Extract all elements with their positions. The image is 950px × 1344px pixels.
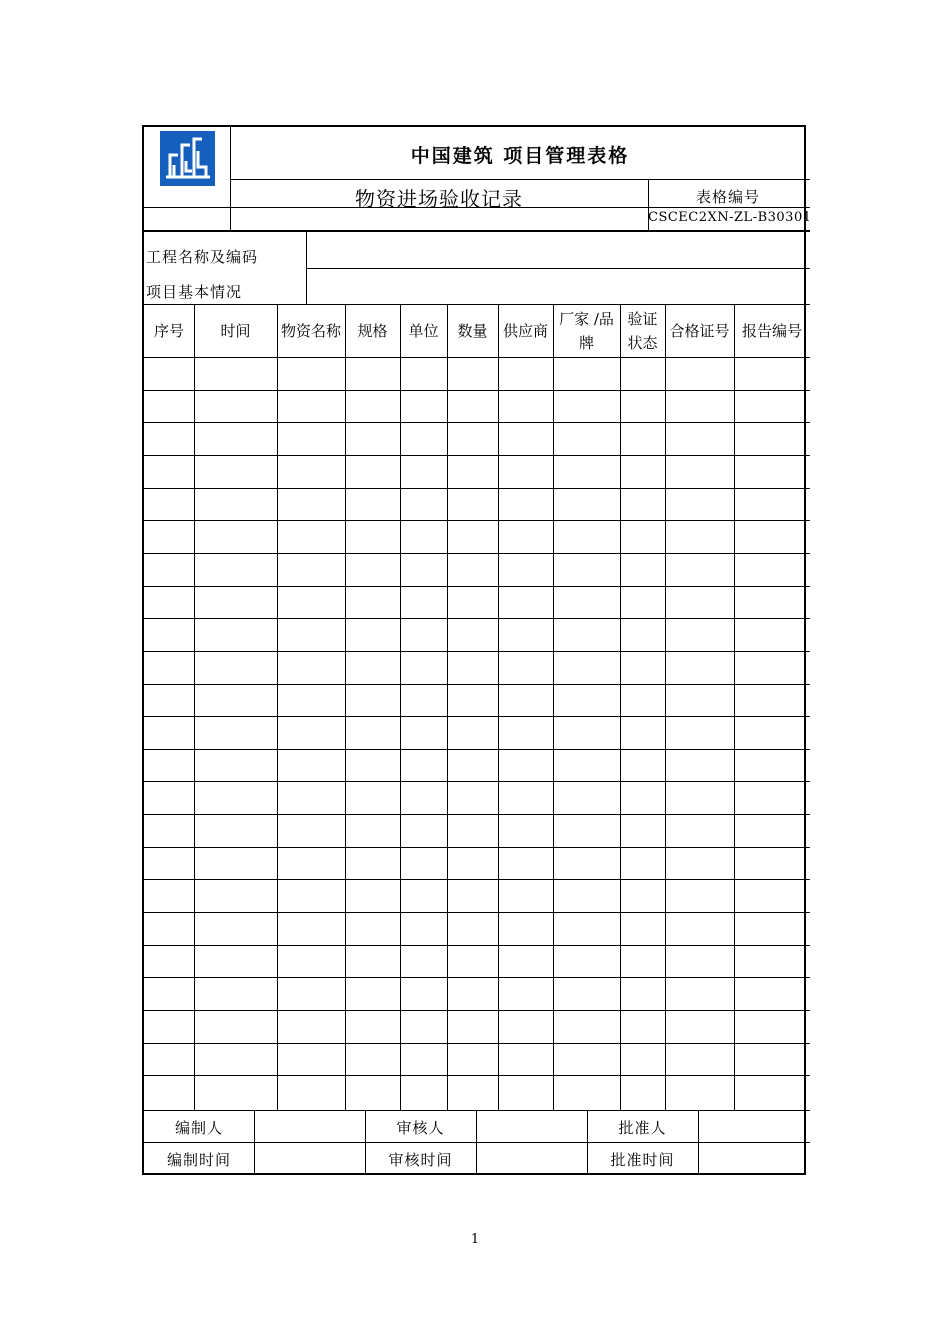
review-time-label: 审核时间 — [388, 1151, 453, 1169]
table-cell[interactable] — [345, 520, 400, 553]
table-cell[interactable] — [553, 651, 620, 684]
table-cell[interactable] — [194, 1043, 277, 1076]
table-cell[interactable] — [665, 390, 734, 423]
table-cell[interactable] — [194, 945, 277, 978]
table-cell[interactable] — [553, 422, 620, 455]
table-cell[interactable] — [400, 847, 447, 880]
table-cell[interactable] — [144, 912, 194, 945]
table-cell[interactable] — [277, 390, 345, 423]
table-cell[interactable] — [734, 488, 810, 521]
table-cell[interactable] — [620, 847, 665, 880]
table-cell[interactable] — [665, 814, 734, 847]
table-cell[interactable] — [734, 716, 810, 749]
table-cell[interactable] — [194, 357, 277, 390]
table-cell[interactable] — [345, 879, 400, 912]
table-cell[interactable] — [144, 390, 194, 423]
page-number: 1 — [470, 1232, 480, 1247]
company-title: 中国建筑 项目管理表格 — [410, 145, 630, 167]
table-cell[interactable] — [447, 879, 498, 912]
table-cell[interactable] — [345, 684, 400, 717]
table-cell[interactable] — [144, 357, 194, 390]
table-cell[interactable] — [665, 553, 734, 586]
table-cell[interactable] — [144, 684, 194, 717]
table-cell[interactable] — [194, 1010, 277, 1043]
table-cell[interactable] — [734, 1075, 810, 1108]
table-cell[interactable] — [498, 945, 553, 978]
table-cell[interactable] — [665, 1010, 734, 1043]
table-cell[interactable] — [345, 1010, 400, 1043]
table-cell[interactable] — [345, 357, 400, 390]
table-cell[interactable] — [734, 390, 810, 423]
table-cell[interactable] — [553, 781, 620, 814]
table-cell[interactable] — [144, 847, 194, 880]
table-cell[interactable] — [620, 1043, 665, 1076]
table-cell[interactable] — [144, 586, 194, 619]
table-cell[interactable] — [194, 553, 277, 586]
column-header-9: 验证状态 — [627, 310, 658, 352]
table-cell[interactable] — [620, 455, 665, 488]
table-cell[interactable] — [194, 455, 277, 488]
table-cell[interactable] — [665, 716, 734, 749]
table-cell[interactable] — [498, 520, 553, 553]
table-cell[interactable] — [553, 684, 620, 717]
table-cell[interactable] — [447, 390, 498, 423]
column-header-2: 时间 — [220, 322, 251, 340]
table-cell[interactable] — [194, 488, 277, 521]
table-cell[interactable] — [400, 879, 447, 912]
table-cell[interactable] — [144, 814, 194, 847]
table-cell[interactable] — [553, 945, 620, 978]
table-cell[interactable] — [447, 618, 498, 651]
table-cell[interactable] — [194, 814, 277, 847]
form-number-label: 表格编号 — [695, 188, 760, 206]
table-cell[interactable] — [144, 618, 194, 651]
table-cell[interactable] — [734, 814, 810, 847]
table-cell[interactable] — [277, 912, 345, 945]
table-cell[interactable] — [734, 1010, 810, 1043]
table-cell[interactable] — [447, 1010, 498, 1043]
table-cell[interactable] — [277, 1043, 345, 1076]
table-cell[interactable] — [620, 912, 665, 945]
table-cell[interactable] — [277, 586, 345, 619]
table-cell[interactable] — [734, 651, 810, 684]
table-cell[interactable] — [620, 586, 665, 619]
table-cell[interactable] — [447, 912, 498, 945]
table-cell[interactable] — [194, 977, 277, 1010]
table-cell[interactable] — [194, 684, 277, 717]
table-cell[interactable] — [498, 1075, 553, 1108]
table-cell[interactable] — [665, 520, 734, 553]
table-cell[interactable] — [734, 520, 810, 553]
table-cell[interactable] — [400, 422, 447, 455]
table-cell[interactable] — [400, 814, 447, 847]
table-cell[interactable] — [194, 520, 277, 553]
project-name-label: 工程名称及编码 — [146, 248, 259, 266]
table-cell[interactable] — [665, 912, 734, 945]
table-cell[interactable] — [665, 455, 734, 488]
table-cell[interactable] — [144, 1010, 194, 1043]
table-cell[interactable] — [498, 357, 553, 390]
table-cell[interactable] — [498, 553, 553, 586]
table-cell[interactable] — [553, 1043, 620, 1076]
table-cell[interactable] — [665, 879, 734, 912]
table-cell[interactable] — [447, 1043, 498, 1076]
approve-time-label: 批准时间 — [610, 1151, 675, 1169]
table-cell[interactable] — [498, 749, 553, 782]
table-cell[interactable] — [144, 422, 194, 455]
column-header-4: 规格 — [357, 322, 388, 340]
table-cell[interactable] — [400, 1043, 447, 1076]
table-cell[interactable] — [734, 749, 810, 782]
table-cell[interactable] — [734, 977, 810, 1010]
table-cell[interactable] — [665, 1075, 734, 1108]
table-cell[interactable] — [553, 1075, 620, 1108]
table-cell[interactable] — [447, 847, 498, 880]
table-cell[interactable] — [277, 847, 345, 880]
table-cell[interactable] — [553, 455, 620, 488]
table-cell[interactable] — [665, 357, 734, 390]
table-cell[interactable] — [144, 1043, 194, 1076]
table-cell[interactable] — [498, 879, 553, 912]
table-cell[interactable] — [277, 684, 345, 717]
table-cell[interactable] — [734, 781, 810, 814]
table-cell[interactable] — [665, 1043, 734, 1076]
table-cell[interactable] — [345, 488, 400, 521]
table-cell[interactable] — [400, 749, 447, 782]
table-cell[interactable] — [345, 781, 400, 814]
table-cell[interactable] — [734, 847, 810, 880]
table-cell[interactable] — [498, 847, 553, 880]
table-cell[interactable] — [277, 520, 345, 553]
table-cell[interactable] — [553, 1010, 620, 1043]
table-cell[interactable] — [144, 651, 194, 684]
table-cell[interactable] — [194, 749, 277, 782]
table-cell[interactable] — [665, 945, 734, 978]
table-cell[interactable] — [553, 357, 620, 390]
table-cell[interactable] — [553, 847, 620, 880]
table-cell[interactable] — [734, 684, 810, 717]
table-cell[interactable] — [620, 390, 665, 423]
table-cell[interactable] — [277, 749, 345, 782]
editor-label: 编制人 — [174, 1119, 223, 1137]
table-cell[interactable] — [345, 553, 400, 586]
table-cell[interactable] — [345, 716, 400, 749]
table-cell[interactable] — [553, 814, 620, 847]
table-cell[interactable] — [447, 520, 498, 553]
table-cell[interactable] — [144, 520, 194, 553]
form-number-value: CSCEC2XN-ZL-B30301 — [648, 210, 812, 225]
table-cell[interactable] — [345, 390, 400, 423]
table-cell[interactable] — [447, 357, 498, 390]
table-cell[interactable] — [277, 879, 345, 912]
table-cell[interactable] — [665, 684, 734, 717]
table-cell[interactable] — [345, 912, 400, 945]
table-cell[interactable] — [498, 684, 553, 717]
table-cell[interactable] — [447, 488, 498, 521]
table-cell[interactable] — [345, 586, 400, 619]
table-cell[interactable] — [400, 488, 447, 521]
table-cell[interactable] — [345, 945, 400, 978]
table-cell[interactable] — [734, 945, 810, 978]
table-cell[interactable] — [665, 618, 734, 651]
table-cell[interactable] — [144, 945, 194, 978]
table-cell[interactable] — [277, 455, 345, 488]
table-cell[interactable] — [277, 945, 345, 978]
table-cell[interactable] — [734, 586, 810, 619]
table-cell[interactable] — [665, 651, 734, 684]
cscec-logo — [160, 131, 215, 186]
table-cell[interactable] — [620, 1075, 665, 1108]
table-cell[interactable] — [447, 586, 498, 619]
table-cell[interactable] — [194, 781, 277, 814]
table-cell[interactable] — [734, 618, 810, 651]
table-cell[interactable] — [553, 553, 620, 586]
table-cell[interactable] — [144, 879, 194, 912]
table-cell[interactable] — [194, 912, 277, 945]
table-cell[interactable] — [620, 945, 665, 978]
table-cell[interactable] — [447, 422, 498, 455]
table-cell[interactable] — [734, 357, 810, 390]
table-cell[interactable] — [400, 1010, 447, 1043]
table-cell[interactable] — [447, 1075, 498, 1108]
table-cell[interactable] — [665, 488, 734, 521]
table-cell[interactable] — [400, 553, 447, 586]
column-header-7: 供应商 — [502, 322, 548, 340]
table-cell[interactable] — [277, 781, 345, 814]
table-cell[interactable] — [620, 781, 665, 814]
table-cell[interactable] — [734, 422, 810, 455]
approver-label: 批准人 — [618, 1119, 667, 1137]
table-cell[interactable] — [553, 618, 620, 651]
table-cell[interactable] — [144, 749, 194, 782]
table-cell[interactable] — [498, 781, 553, 814]
table-cell[interactable] — [194, 618, 277, 651]
table-cell[interactable] — [400, 781, 447, 814]
table-cell[interactable] — [665, 847, 734, 880]
table-cell[interactable] — [345, 1075, 400, 1108]
table-cell[interactable] — [665, 422, 734, 455]
table-cell[interactable] — [194, 879, 277, 912]
table-cell[interactable] — [620, 814, 665, 847]
edit-time-label: 编制时间 — [166, 1151, 231, 1169]
table-cell[interactable] — [553, 749, 620, 782]
table-cell[interactable] — [620, 977, 665, 1010]
table-cell[interactable] — [345, 814, 400, 847]
table-cell[interactable] — [400, 912, 447, 945]
table-cell[interactable] — [447, 781, 498, 814]
table-cell[interactable] — [345, 1043, 400, 1076]
column-header-3: 物资名称 — [280, 322, 341, 340]
table-cell[interactable] — [620, 488, 665, 521]
table-cell[interactable] — [498, 422, 553, 455]
table-cell[interactable] — [620, 879, 665, 912]
table-cell[interactable] — [447, 945, 498, 978]
column-header-8: 厂家 /品牌 — [559, 310, 614, 352]
table-cell[interactable] — [734, 553, 810, 586]
table-cell[interactable] — [553, 716, 620, 749]
column-header-5: 单位 — [408, 322, 439, 340]
table-cell[interactable] — [620, 357, 665, 390]
table-cell[interactable] — [144, 781, 194, 814]
table-cell[interactable] — [734, 912, 810, 945]
table-cell[interactable] — [447, 651, 498, 684]
table-cell[interactable] — [345, 977, 400, 1010]
table-cell[interactable] — [400, 618, 447, 651]
table-cell[interactable] — [553, 520, 620, 553]
table-cell[interactable] — [277, 357, 345, 390]
table-cell[interactable] — [345, 455, 400, 488]
table-cell[interactable] — [620, 651, 665, 684]
table-cell[interactable] — [665, 781, 734, 814]
table-cell[interactable] — [553, 912, 620, 945]
table-cell[interactable] — [277, 814, 345, 847]
table-cell[interactable] — [400, 945, 447, 978]
project-info-label: 项目基本情况 — [146, 283, 243, 301]
table-cell[interactable] — [447, 716, 498, 749]
form-title: 物资进场验收记录 — [355, 187, 523, 211]
table-cell[interactable] — [447, 684, 498, 717]
table-cell[interactable] — [144, 716, 194, 749]
table-cell[interactable] — [734, 1043, 810, 1076]
table-cell[interactable] — [400, 586, 447, 619]
table-cell[interactable] — [194, 651, 277, 684]
table-cell[interactable] — [498, 618, 553, 651]
table-cell[interactable] — [498, 651, 553, 684]
table-cell[interactable] — [277, 1010, 345, 1043]
table-cell[interactable] — [734, 455, 810, 488]
table-cell[interactable] — [498, 912, 553, 945]
table-cell[interactable] — [665, 749, 734, 782]
table-cell[interactable] — [194, 847, 277, 880]
table-cell[interactable] — [620, 1010, 665, 1043]
table-cell[interactable] — [345, 651, 400, 684]
table-cell[interactable] — [400, 357, 447, 390]
table-cell[interactable] — [194, 1075, 277, 1108]
table-cell[interactable] — [277, 488, 345, 521]
table-cell[interactable] — [277, 1075, 345, 1108]
table-cell[interactable] — [345, 749, 400, 782]
table-cell[interactable] — [620, 749, 665, 782]
table-cell[interactable] — [734, 879, 810, 912]
table-cell[interactable] — [400, 1075, 447, 1108]
table-cell[interactable] — [553, 977, 620, 1010]
table-cell[interactable] — [498, 1043, 553, 1076]
table-cell[interactable] — [277, 716, 345, 749]
table-cell[interactable] — [498, 586, 553, 619]
table-cell[interactable] — [277, 422, 345, 455]
column-header-6: 数量 — [457, 322, 488, 340]
column-header-1: 序号 — [153, 322, 184, 340]
table-cell[interactable] — [620, 618, 665, 651]
table-cell[interactable] — [144, 553, 194, 586]
table-cell[interactable] — [144, 455, 194, 488]
table-cell[interactable] — [447, 455, 498, 488]
table-cell[interactable] — [553, 488, 620, 521]
column-header-11: 报告编号 — [741, 322, 802, 340]
table-cell[interactable] — [447, 749, 498, 782]
table-cell[interactable] — [194, 716, 277, 749]
table-cell[interactable] — [345, 618, 400, 651]
table-cell[interactable] — [553, 879, 620, 912]
table-cell[interactable] — [345, 847, 400, 880]
table-cell[interactable] — [400, 716, 447, 749]
table-cell[interactable] — [400, 977, 447, 1010]
table-cell[interactable] — [400, 455, 447, 488]
table-cell[interactable] — [665, 586, 734, 619]
table-cell[interactable] — [277, 618, 345, 651]
column-header-10: 合格证号 — [669, 322, 730, 340]
table-cell[interactable] — [620, 684, 665, 717]
table-cell[interactable] — [498, 716, 553, 749]
table-cell[interactable] — [498, 390, 553, 423]
table-cell[interactable] — [498, 977, 553, 1010]
table-cell[interactable] — [498, 455, 553, 488]
table-cell[interactable] — [194, 586, 277, 619]
table-cell[interactable] — [144, 977, 194, 1010]
table-cell[interactable] — [194, 422, 277, 455]
table-cell[interactable] — [194, 390, 277, 423]
table-cell[interactable] — [620, 520, 665, 553]
table-cell[interactable] — [277, 977, 345, 1010]
form-sheet — [142, 125, 812, 1175]
table-cell[interactable] — [345, 422, 400, 455]
reviewer-label: 审核人 — [396, 1119, 445, 1137]
table-cell[interactable] — [447, 814, 498, 847]
table-cell[interactable] — [447, 977, 498, 1010]
table-cell[interactable] — [400, 390, 447, 423]
table-cell[interactable] — [620, 422, 665, 455]
table-cell[interactable] — [553, 586, 620, 619]
table-cell[interactable] — [277, 553, 345, 586]
table-cell[interactable] — [144, 488, 194, 521]
table-cell[interactable] — [144, 1075, 194, 1108]
table-cell[interactable] — [447, 553, 498, 586]
table-cell[interactable] — [277, 651, 345, 684]
table-cell[interactable] — [498, 488, 553, 521]
table-cell[interactable] — [498, 1010, 553, 1043]
table-cell[interactable] — [400, 651, 447, 684]
table-cell[interactable] — [498, 814, 553, 847]
table-cell[interactable] — [400, 684, 447, 717]
table-cell[interactable] — [400, 520, 447, 553]
table-cell[interactable] — [553, 390, 620, 423]
table-cell[interactable] — [620, 553, 665, 586]
table-cell[interactable] — [665, 977, 734, 1010]
table-cell[interactable] — [620, 716, 665, 749]
